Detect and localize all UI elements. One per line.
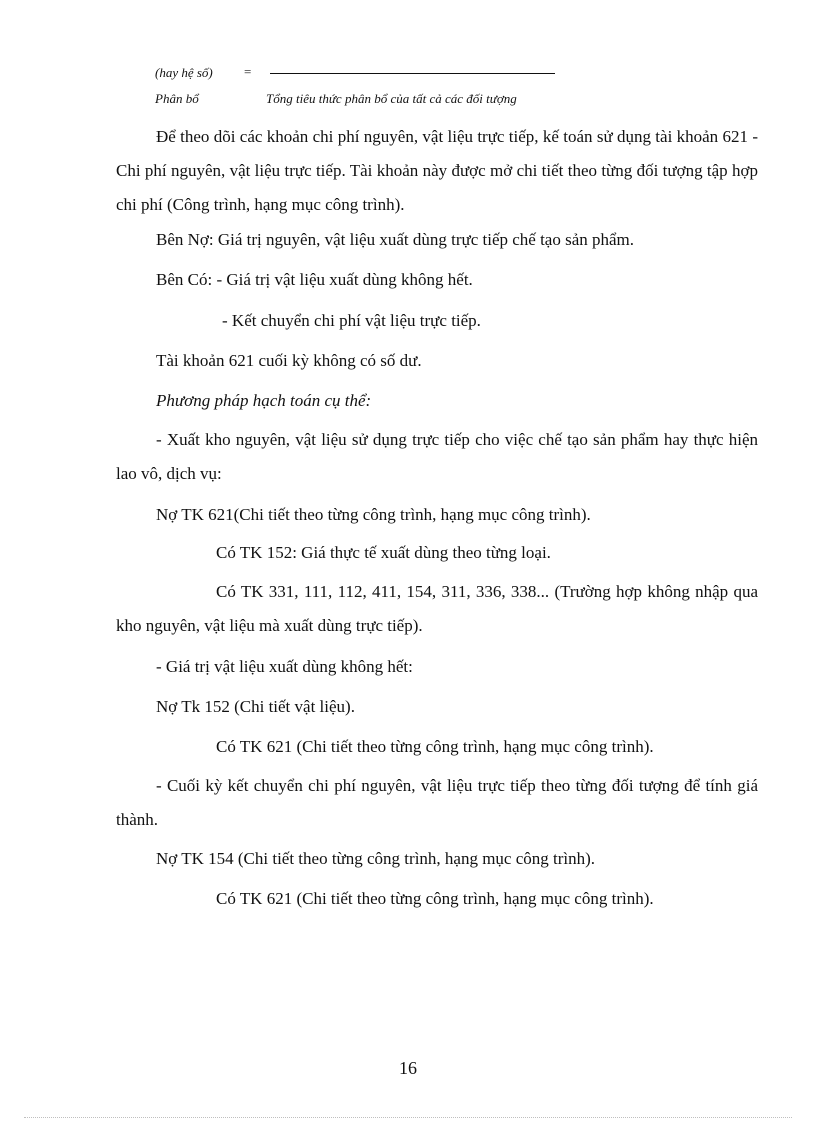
fraction-rule [270,73,555,74]
entry-credit-152: Có TK 152: Giá thực tế xuất dùng theo từng loại. [216,543,551,562]
formula-left-label: (hay hệ số) [155,65,213,80]
formula-equals-sign: = [244,64,252,79]
paragraph-unused-materials: - Giá trị vật liệu xuất dùng không hết: [156,657,413,676]
entry-credit-621-final: Có TK 621 (Chi tiết theo từng công trình, hạng mục công trình). [216,889,654,908]
formula-bottom-label: Phân bổ [155,91,199,106]
paragraph-no-balance: Tài khoản 621 cuối kỳ không có số dư. [156,351,422,370]
paragraph-credit-side: Bên Có: - Giá trị vật liệu xuất dùng không hết. [156,270,473,289]
paragraph-material-issue: - Xuất kho nguyên, vật liệu sử dụng trực tiếp cho việc chế tạo sản phẩm hay thực hiện lao vô, dịch vụ: [116,430,758,483]
allocation-formula [0,0,816,110]
section-heading-accounting-method: Phương pháp hạch toán cụ thể: [156,391,372,410]
paragraph-debit-side: Bên Nợ: Giá trị nguyên, vật liệu xuất dùng trực tiếp chế tạo sản phẩm. [156,230,635,249]
entry-debit-154: Nợ TK 154 (Chi tiết theo từng công trình, hạng mục công trình). [156,849,596,868]
page-bottom-divider [24,1117,792,1118]
page-number: 16 [399,1058,417,1078]
paragraph-credit-transfer: - Kết chuyển chi phí vật liệu trực tiếp. [222,311,481,330]
formula-denominator: Tổng tiêu thức phân bổ của tất cả các đối tượng [266,91,517,106]
entry-debit-152: Nợ Tk 152 (Chi tiết vật liệu). [156,697,355,716]
entry-credit-other-accounts: Có TK 331, 111, 112, 411, 154, 311, 336, 338... (Trường hợp không nhập qua kho nguyên, vật liệu mà xuất dùng trực tiếp). [116,582,758,635]
paragraph-period-end-transfer: - Cuối kỳ kết chuyển chi phí nguyên, vật liệu trực tiếp theo từng đối tượng để tính giá thành. [116,776,758,829]
paragraph-account-621-intro: Để theo dõi các khoản chi phí nguyên, vật liệu trực tiếp, kế toán sử dụng tài khoản 621 - Chi phí nguyên, vật liệu trực tiếp. Tài khoản này được mở chi tiết theo từng đối tượng tập hợp chi phí (Công trình, hạng mục công trình). [116,127,758,214]
entry-credit-621: Có TK 621 (Chi tiết theo từng công trình, hạng mục công trình). [216,737,654,756]
entry-debit-621: Nợ TK 621(Chi tiết theo từng công trình, hạng mục công trình). [156,505,591,524]
